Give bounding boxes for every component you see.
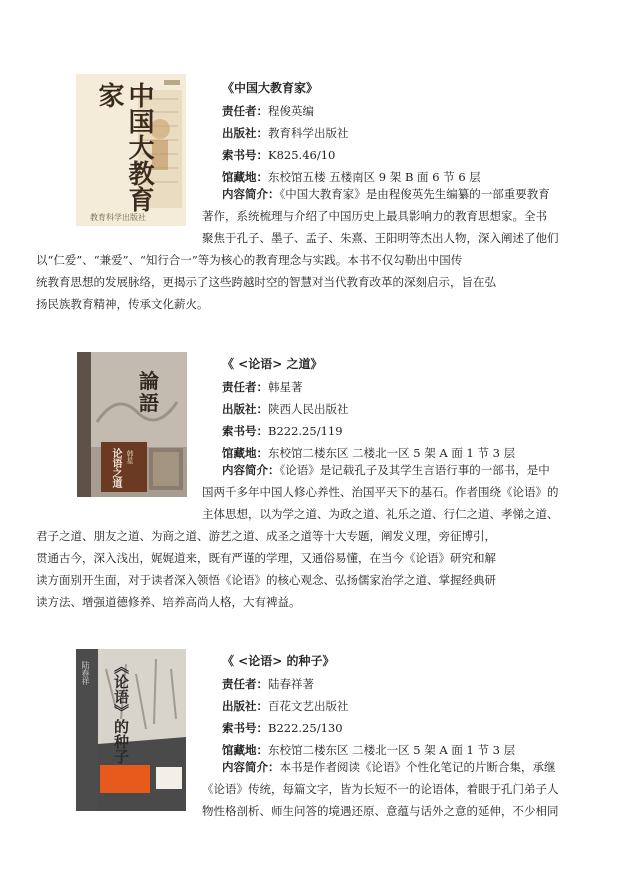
book-title-3: 《 <论语> 的种子》 (222, 654, 335, 668)
summary-line: 《论语》传统，每篇文字，皆为长短不一的论语体，着眼于孔门弟子人 (202, 782, 559, 796)
location-value: 东校馆二楼东区 二楼北一区 5 架 A 面 1 节 3 层 (268, 743, 516, 757)
book-author-row-2 (222, 377, 303, 397)
summary-label: 内容简介： (222, 760, 280, 774)
cover-author-2: 韩星 (126, 450, 134, 464)
summary-line: 主体思想，以为学之道、为政之道、礼乐之道、行仁之道、孝悌之道、 (202, 507, 559, 521)
location-label: 馆藏地： (222, 743, 268, 757)
callno-value: B222.25/130 (268, 721, 343, 735)
callno-value: B222.25/119 (268, 424, 343, 438)
summary-line: 扬民族教育精神，传承文化薪火。 (36, 297, 209, 311)
author-value: 程俊英编 (268, 104, 314, 118)
book-publisher-row-2 (222, 399, 349, 419)
cover-title-2: 论语之道 (110, 448, 121, 488)
cover-publisher-1: 教育科学出版社 (90, 213, 146, 222)
cover-glyph: 論 (139, 369, 159, 393)
book-summary-2 (202, 459, 587, 525)
summary-line (202, 183, 587, 205)
book-cover-2 (77, 352, 187, 497)
location-label: 馆藏地： (222, 170, 268, 184)
summary-label: 内容简介： (222, 463, 280, 477)
author-value: 韩星著 (268, 380, 303, 394)
publisher-value: 陕西人民出版社 (268, 402, 349, 416)
summary-line: 以“仁爱”、“兼爱”、“知行合一”等为核心的教育理念与实践。本书不仅勾勒出中国传 (36, 253, 463, 267)
summary-text: 《论语》是记载孔子及其学生言语行事的一部书，是中 (279, 463, 550, 477)
book-cover-3 (76, 649, 186, 811)
cover-glyph: 語 (139, 391, 159, 415)
callno-label: 索书号： (222, 148, 268, 162)
summary-text: 本书是作者阅读《论语》个性化笔记的片断合集，承继 (279, 760, 556, 774)
summary-line: 读方法、增强道德修养、培养高尚人格，大有裨益。 (36, 595, 301, 609)
author-label: 责任者： (222, 104, 268, 118)
publisher-value: 百花文艺出版社 (268, 699, 349, 713)
book-callno-row-2 (222, 421, 343, 441)
summary-line: 贯通古今，深入浅出，娓娓道来，既有严谨的学理，又通俗易懂，在当今《论语》研究和解 (36, 551, 496, 565)
book-author-row-3 (222, 674, 314, 694)
cover-author-3: 陆春祥 (81, 661, 90, 685)
book-author-row-1 (222, 101, 314, 121)
cover-art-3 (76, 649, 186, 811)
book-summary-1-cont (36, 249, 588, 315)
summary-line: 读方面别开生面，对于读者深入领悟《论语》的核心观念、弘扬儒家治学之道、掌握经典研 (36, 573, 496, 587)
summary-line: 国两千多年中国人修心养性、治国平天下的基石。作者围绕《论语》的 (202, 485, 559, 499)
publisher-label: 出版社： (222, 402, 268, 416)
book-summary-1 (202, 183, 587, 249)
book-publisher-row-1 (222, 123, 349, 143)
book-callno-row-3 (222, 718, 343, 738)
book-title-1: 《中国大教育家》 (222, 81, 319, 95)
publisher-label: 出版社： (222, 126, 268, 140)
location-value: 东校馆五楼 五楼南区 9 架 B 面 6 节 6 层 (268, 170, 481, 184)
book-summary-2-cont (36, 525, 588, 613)
publisher-value: 教育科学出版社 (268, 126, 349, 140)
callno-label: 索书号： (222, 424, 268, 438)
author-label: 责任者： (222, 380, 268, 394)
summary-label: 内容简介： (222, 187, 280, 201)
callno-label: 索书号： (222, 721, 268, 735)
book-title-2: 《 <论语> 之道》 (222, 357, 323, 371)
summary-line: 著作，系统梳理与介绍了中国历史上最具影响力的教育思想家。全书 (202, 209, 547, 223)
book-cover-1 (76, 74, 186, 226)
author-value: 陆春祥著 (268, 677, 314, 691)
publisher-label: 出版社： (222, 699, 268, 713)
cover-title-1: 中国大教育家 (94, 82, 154, 212)
location-label: 馆藏地： (222, 446, 268, 460)
book-callno-row-1 (222, 145, 335, 165)
cover-calligraphy-2 (139, 370, 179, 414)
summary-line: 统教育思想的发展脉络，更揭示了这些跨越时空的智慧对当代教育改革的深刻启示，旨在弘 (36, 275, 496, 289)
location-value: 东校馆二楼东区 二楼北一区 5 架 A 面 1 节 3 层 (268, 446, 516, 460)
author-label: 责任者： (222, 677, 268, 691)
summary-text: 《中国大教育家》是由程俊英先生编纂的一部重要教育 (279, 187, 550, 201)
book-publisher-row-3 (222, 696, 349, 716)
summary-line (202, 459, 587, 481)
summary-line: 聚焦于孔子、墨子、孟子、朱熹、王阳明等杰出人物，深入阐述了他们 (202, 231, 559, 245)
summary-line: 物性格剖析、师生问答的境遇还原、意蕴与话外之意的延伸，不少相同 (202, 804, 559, 818)
summary-line (202, 756, 587, 778)
cover-title-3: 《论语》的种子 (112, 659, 130, 764)
book-summary-3 (202, 756, 587, 822)
summary-line: 君子之道、朋友之道、为商之道、游艺之道、成圣之道等十大专题，阐发义理，旁征博引， (36, 529, 496, 543)
callno-value: K825.46/10 (268, 148, 336, 162)
